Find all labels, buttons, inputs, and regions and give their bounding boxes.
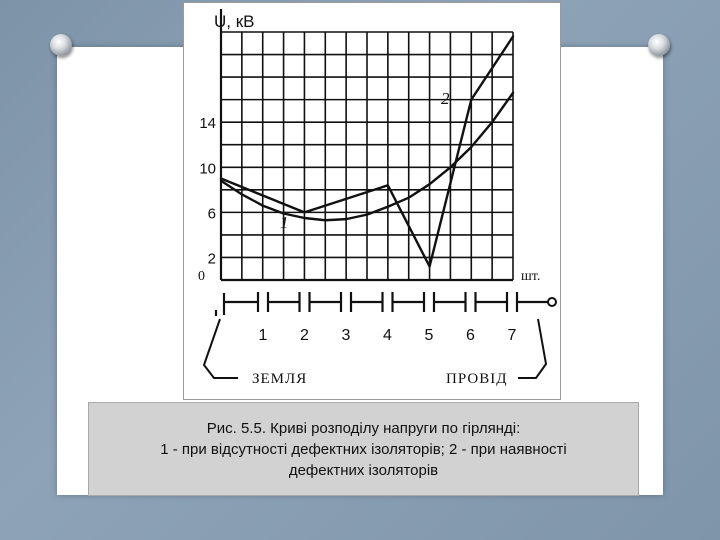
y-tick-label: 10 [199,160,216,178]
insulator-number-label: 2 [300,327,309,344]
chart-labels [198,12,540,284]
y-tick-label: 14 [199,115,216,133]
wire-terminal [548,298,556,306]
voltage-distribution-chart [184,3,560,399]
figure-panel [183,2,561,400]
insulator-number-label: 6 [466,327,475,344]
figure-caption [88,402,639,496]
insulator-number-label: 7 [507,327,517,344]
ground-bracket [204,319,238,378]
pushpin-icon [648,34,670,56]
caption-line-3: дефектних ізоляторів [288,461,439,479]
pushpin-icon [50,34,72,56]
series-1-label: 1 [280,213,289,232]
insulator-number-label: 1 [258,327,268,344]
ground-label: ЗЕМЛЯ [252,371,308,387]
wire-label: ПРОВІД [446,371,508,387]
y-tick-label: 6 [207,205,216,223]
wire-bracket [518,319,546,378]
insulator-number-label: 5 [424,327,434,344]
y-tick-label: 2 [207,250,216,268]
insulator-number-label: 4 [383,327,392,344]
y-axis-title: U, кВ [214,12,255,31]
series-2-label: 2 [441,89,450,108]
origin-label: 0 [198,269,205,284]
chart-grid [221,32,513,280]
caption-line-2: 1 - при відсутності дефектних ізоляторів; 2 - при наявності [160,440,567,458]
insulator-number-label: 3 [341,327,351,344]
insulator-string-diagram [204,292,556,387]
caption-line-1: Рис. 5.5. Криві розподілу напруги по гірлянді: [206,419,521,437]
x-axis-unit-label: шт. [521,269,541,284]
